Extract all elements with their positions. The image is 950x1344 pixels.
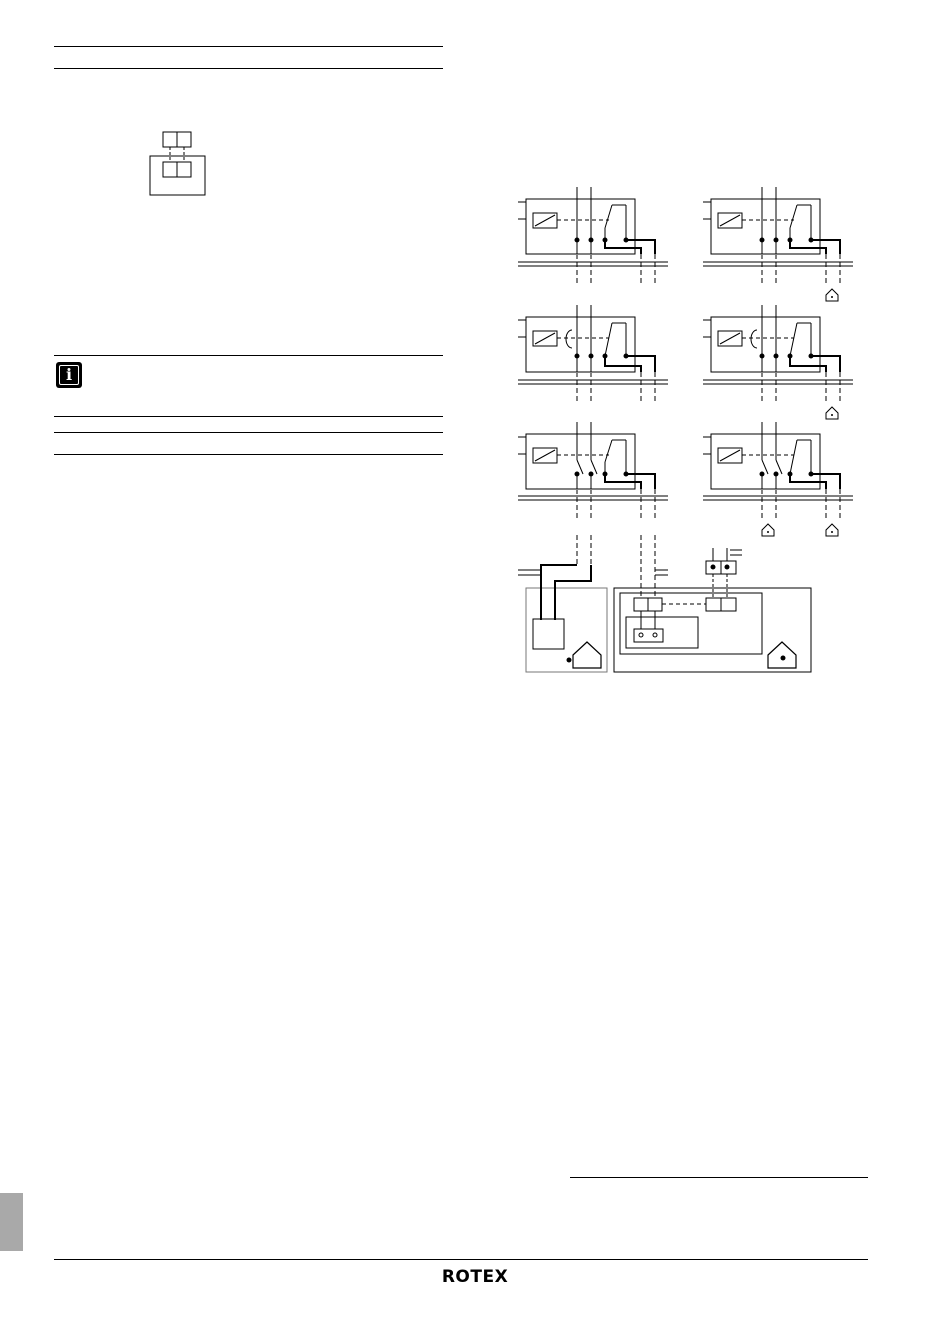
relay-diagram-3b [703, 422, 853, 536]
info-icon-glyph: i [59, 365, 79, 385]
room-thermostat-diagram [518, 535, 607, 672]
relay-diagram-1a [518, 187, 668, 284]
relay-diagram-2b [703, 305, 853, 419]
small-box-diagram [150, 132, 205, 195]
brand-logo-text: ROTEX [441, 1267, 509, 1287]
relay-diagram-1b [703, 187, 853, 301]
relay-diagram-2a [518, 305, 668, 402]
relay-diagram-3a [518, 422, 668, 519]
interface-board-diagram [614, 535, 811, 672]
